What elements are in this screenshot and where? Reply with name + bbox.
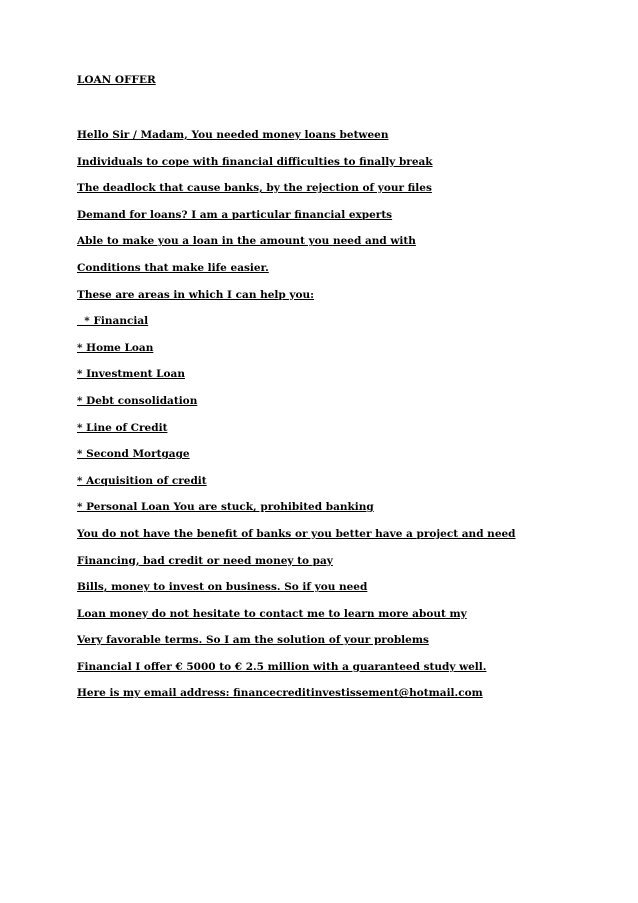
text-line: Loan money do not hesitate to contact me to learn more about my bbox=[77, 607, 467, 620]
list-item: * Debt consolidation bbox=[77, 394, 198, 407]
text-line: These are areas in which I can help you: bbox=[77, 288, 315, 301]
text-line: Individuals to cope with financial difficulties to finally break bbox=[77, 155, 433, 168]
text-line: You do not have the benefit of banks or you better have a project and need bbox=[77, 527, 516, 540]
list-item: * Investment Loan bbox=[77, 368, 185, 381]
text-line: Financing, bad credit or need money to pay bbox=[77, 554, 333, 567]
text-line: Bills, money to invest on business. So if you need bbox=[77, 581, 368, 594]
text-line: The deadlock that cause banks, by the rejection of your files bbox=[77, 182, 432, 195]
document-title: LOAN OFFER bbox=[77, 74, 156, 86]
text-line: Conditions that make life easier. bbox=[77, 261, 269, 274]
list-item: * Acquisition of credit bbox=[77, 474, 207, 487]
email-line: Here is my email address: financecreditinvestissement@hotmail.com bbox=[77, 687, 483, 700]
text-line: Very favorable terms. So I am the solution of your problems bbox=[77, 634, 429, 647]
text-line: Hello Sir / Madam, You needed money loans between bbox=[77, 129, 389, 141]
list-item: * Home Loan bbox=[77, 341, 154, 354]
list-item: * Personal Loan You are stuck, prohibited banking bbox=[77, 501, 374, 514]
list-item: * Financial bbox=[77, 315, 149, 328]
document-body bbox=[77, 128, 617, 713]
list-item: * Second Mortgage bbox=[77, 448, 190, 461]
text-line: Demand for loans? I am a particular financial experts bbox=[77, 208, 393, 221]
list-item: * Line of Credit bbox=[77, 421, 168, 434]
text-line: Able to make you a loan in the amount you need and with bbox=[77, 235, 416, 248]
text-line: Financial I offer € 5000 to € 2.5 million with a guaranteed study well. bbox=[77, 660, 487, 673]
